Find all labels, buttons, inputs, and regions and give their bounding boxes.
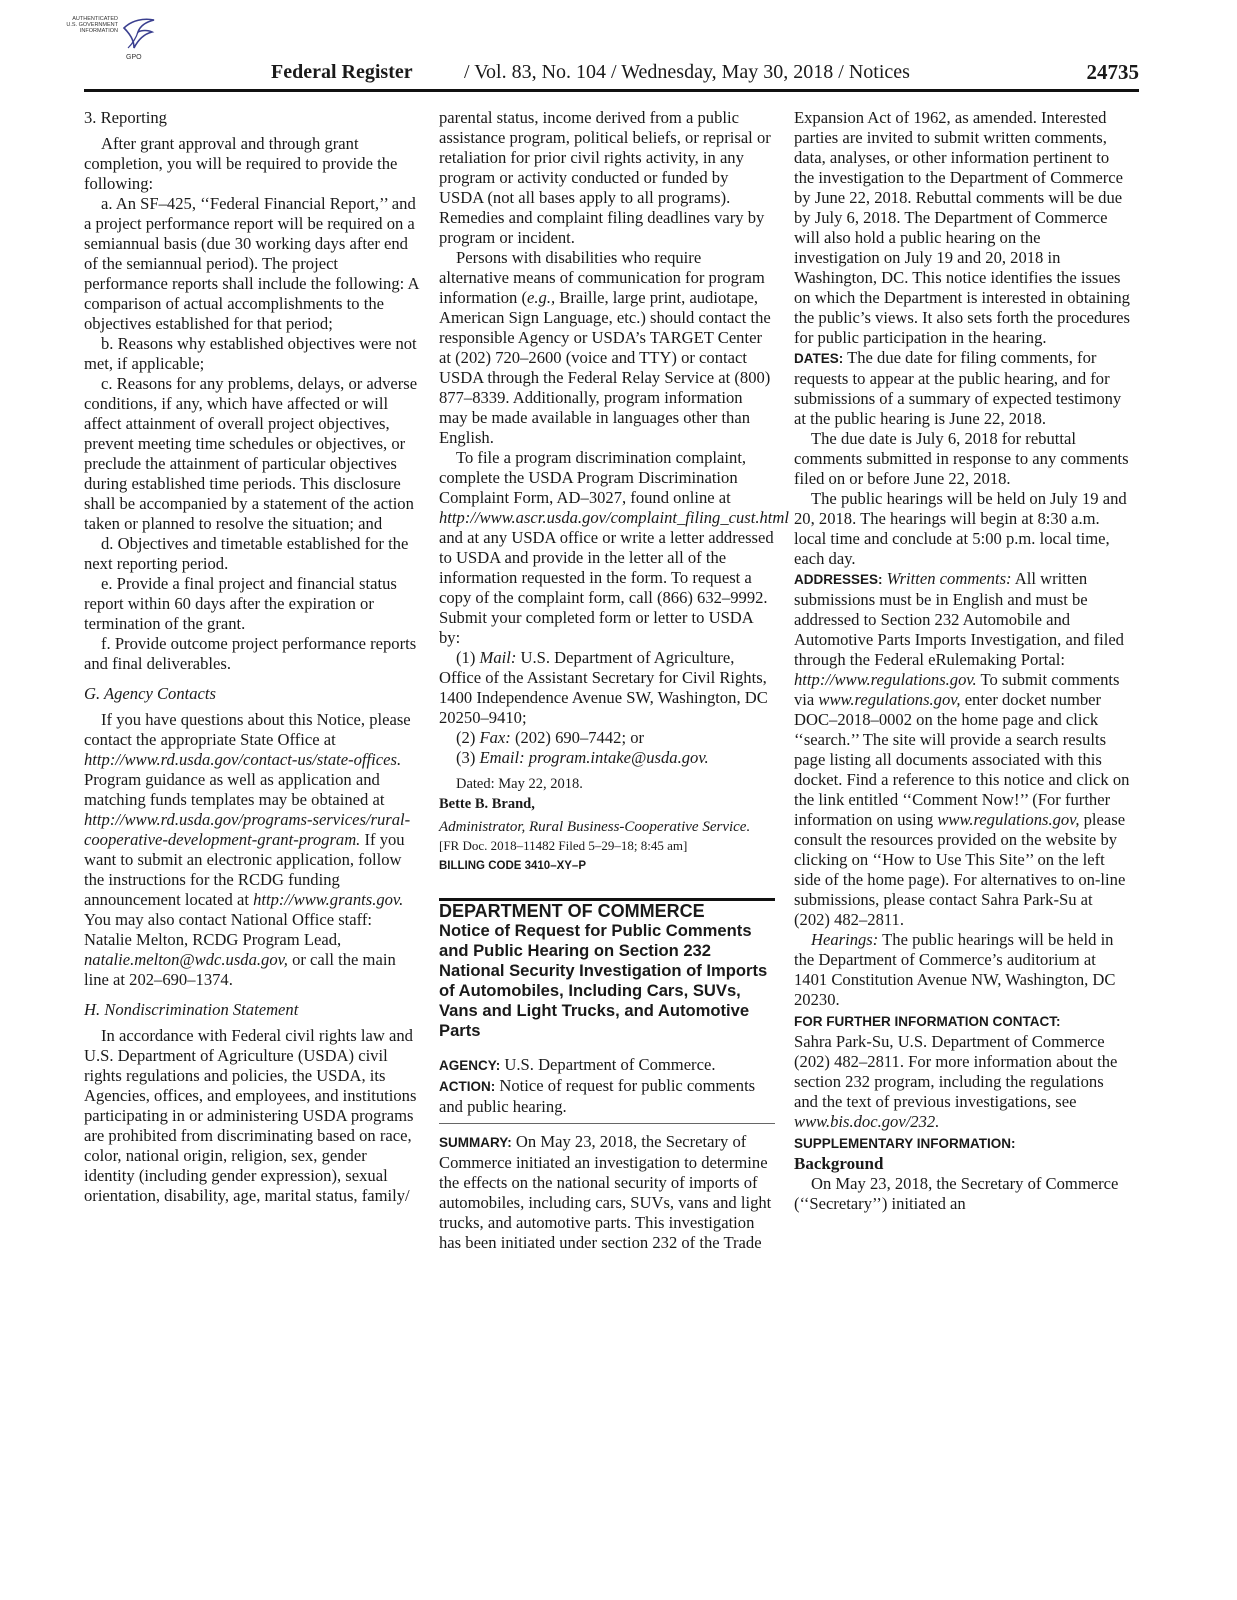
page-number: 24735 <box>1086 60 1139 84</box>
link-regulations-gov[interactable]: http://www.regulations.gov. <box>794 670 977 689</box>
logo-text-line: INFORMATION <box>79 28 118 34</box>
column-2 <box>439 108 790 1253</box>
paragraph-agency-contacts: If you have questions about this Notice, please contact the appropriate State Office at http://www.rd.usda.gov/contact-us/state-offices. Program guidance as well as application and matching funds templates may be obtained at http://www.rd.usda.gov/programs-services/rural-cooperative-development-grant-program. If you want to submit an electronic application, follow the instructions for the RCDG funding announcement located at http://www.grants.gov. You may also contact National Office staff: Natalie Melton, RCDG Program Lead, natalie.melton@wdc.usda.gov, or call the main line at 202–690–1374. <box>84 710 411 989</box>
link-regulations-gov[interactable]: www.regulations.gov, <box>818 690 961 709</box>
paragraph: In accordance with Federal civil rights law and U.S. Department of Agriculture (USDA) civil rights regulations and policies, the USDA, its Agencies, offices, and employees, and institutions participating in or administering USDA programs are prohibited from discriminating based on race, color, national origin, religion, sex, gender identity (including gender expression), sexual orientation, disability, age, marital status, family/ <box>84 1026 417 1205</box>
agency-line: AGENCY: U.S. Department of Commerce. <box>439 1055 716 1074</box>
logo-gpo-text: GPO <box>126 54 142 61</box>
hearings-paragraph: Hearings: The public hearings will be held in the Department of Commerce’s auditorium at 1401 Constitution Avenue NW, Washington, DC 20230. <box>794 930 1116 1009</box>
link-program-intake-email[interactable]: Email: program.intake@usda.gov. <box>479 748 709 767</box>
paragraph-email: (3) Email: program.intake@usda.gov. <box>456 748 709 767</box>
link-regulations-gov[interactable]: www.regulations.gov, <box>937 810 1080 829</box>
dates-paragraph: DATES: The due date for filing comments, for requests to appear at the public hearing, and for submissions of a summary of expected testimony at the public hearing is June 22, 2018. <box>794 348 1122 428</box>
action-line: ACTION: Notice of request for public comments and public hearing. <box>439 1076 756 1116</box>
paragraph: The public hearings will be held on July 19 and 20, 2018. The hearings will begin at 8:30 a.m. local time and conclude at 5:00 p.m. local time, each day. <box>794 489 1127 568</box>
column-1 <box>84 108 420 1206</box>
link-grants-gov[interactable]: http://www.grants.gov. <box>253 890 404 909</box>
billing-code: BILLING CODE 3410–XY–P <box>439 860 586 872</box>
supplementary-label: SUPPLEMENTARY INFORMATION: <box>794 1136 1016 1151</box>
link-state-offices[interactable]: http://www.rd.usda.gov/contact-us/state-offices. <box>84 750 402 769</box>
paragraph: d. Objectives and timetable established for the next reporting period. <box>84 534 409 573</box>
link-rcdg-program[interactable]: http://www.rd.usda.gov/programs-services/rural-cooperative-development-grant-program. <box>84 810 411 849</box>
logo-text-line: U.S. GOVERNMENT <box>66 22 118 28</box>
paragraph: Expansion Act of 1962, as amended. Interested parties are invited to submit written comments, data, analyses, or other information pertinent to the investigation to the Department of Commerce by June 22, 2018. Rebuttal comments will be due by July 6, 2018. The Department of Commerce will also hold a public hearing on the investigation on July 19 and 20, 2018 in Washington, DC. This notice identifies the issues on which the Department is interested in obtaining the public’s views. It also sets forth the procedures for public participation in the hearing. <box>794 108 1130 347</box>
paragraph-file-complaint: To file a program discrimination complaint, complete the USDA Program Discrimination Complaint Form, AD–3027, found online at http://www.ascr.usda.gov/complaint_filing_cust.html and at any USDA office or write a letter addressed to USDA and provide in the letter all of the information requested in the form. To request a copy of the complaint form, call (866) 632–9992. Submit your completed form or letter to USDA by: <box>439 448 790 647</box>
paragraph: e. Provide a final project and financial status report within 60 days after the expiration or termination of the grant. <box>84 574 397 633</box>
paragraph: a. An SF–425, ‘‘Federal Financial Report,’’ and a project performance report will be required on a semiannual basis (due 30 working days after end of the semiannual period). The project performance reports shall include the following: A comparison of actual accomplishments to the objectives established for that period; <box>84 194 419 333</box>
paragraph: b. Reasons why established objectives were not met, if applicable; <box>84 334 417 373</box>
link-complaint-filing[interactable]: http://www.ascr.usda.gov/complaint_filing_cust.html <box>439 508 790 527</box>
eagle-icon <box>120 14 160 54</box>
paragraph: parental status, income derived from a public assistance program, political beliefs, or reprisal or retaliation for prior civil rights activity, in any program or activity conducted or funded by USDA (not all bases apply to all programs). Remedies and complaint filing deadlines vary by program or incident. <box>439 108 771 247</box>
paragraph-disabilities: Persons with disabilities who require alternative means of communication for program information (e.g., Braille, large print, audiotape, American Sign Language, etc.) should contact the responsible Agency or USDA’s TARGET Center at (202) 720–2600 (voice and TTY) or contact USDA through the Federal Relay Service at (800) 877–8339. Additionally, program information may be made available in languages other than English. <box>439 248 771 447</box>
link-bis-232[interactable]: www.bis.doc.gov/232. <box>794 1112 940 1131</box>
paragraph: c. Reasons for any problems, delays, or adverse conditions, if any, which have affected or will affect attainment of overall project objectives, prevent meeting time schedules or objectives, or preclude the attainment of particular objectives during established time periods. This disclosure shall be accompanied by a statement of the action taken or planned to resolve the situation; and <box>84 374 418 533</box>
summary-paragraph: SUMMARY: On May 23, 2018, the Secretary of Commerce initiated an investigation to determine the effects on the national security of imports of automobiles, including cars, SUVs, vans and light trucks, and automotive parts. This investigation has been initiated under section 232 of the Trade <box>439 1132 772 1252</box>
gpo-authentication-logo <box>60 14 164 60</box>
fr-doc-line: [FR Doc. 2018–11482 Filed 5–29–18; 8:45 am] <box>439 838 688 853</box>
page-header <box>84 58 1139 88</box>
signer-name: Bette B. Brand, <box>439 796 535 812</box>
background-heading: Background <box>794 1154 884 1173</box>
publication-name: Federal Register <box>271 61 413 83</box>
signer-title: Administrator, Rural Business-Cooperative Service. <box>439 819 751 835</box>
divider <box>439 1123 775 1124</box>
department-heading: DEPARTMENT OF COMMERCE <box>439 901 705 921</box>
notice-title: Notice of Request for Public Comments and Public Hearing on Section 232 National Security Investigation of Imports of Automobiles, Including Cars, SUVs, Vans and Light Trucks, and Automotive Parts <box>439 921 768 1040</box>
paragraph: After grant approval and through grant completion, you will be required to provide the following: <box>84 134 398 193</box>
addresses-paragraph: ADDRESSES: Written comments: All written submissions must be in English and must be addressed to Section 232 Automobile and Automotive Parts Imports Investigation, and filed through the Federal eRulemaking Portal: http://www.regulations.gov. To submit comments via www.regulations.gov, enter docket number DOC–2018–0002 on the home page and click ‘‘search.’’ The site will provide a search results page listing all documents associated with this docket. Find a reference to this notice and click on the link entitled ‘‘Comment Now!’’ (For further information on using www.regulations.gov, please consult the resources provided on the website by clicking on ‘‘How to Use This Site’’ on the left side of the home page). For alternatives to on-line submissions, please contact Sahra Park-Su at (202) 482–2811. <box>794 569 1130 929</box>
column-3 <box>794 108 1130 1214</box>
ffic-paragraph: Sahra Park-Su, U.S. Department of Commerce (202) 482–2811. For more information about the section 232 program, including the regulations and the text of previous investigations, see www.bis.doc.gov/232. <box>794 1032 1118 1131</box>
issue-details: / Vol. 83, No. 104 / Wednesday, May 30, 2018 / Notices <box>464 61 910 83</box>
section-heading-reporting: 3. Reporting <box>84 108 167 127</box>
heading-agency-contacts: G. Agency Contacts <box>84 684 216 703</box>
paragraph-mail: (1) Mail: U.S. Department of Agriculture, Office of the Assistant Secretary for Civil Rights, 1400 Independence Avenue SW, Washington, DC 20250–9410; <box>439 648 768 727</box>
logo-text-line: AUTHENTICATED <box>72 16 118 22</box>
heading-nondiscrimination: H. Nondiscrimination Statement <box>84 1000 299 1019</box>
header-rule <box>84 89 1139 92</box>
paragraph: The due date is July 6, 2018 for rebuttal comments submitted in response to any comments filed on or before June 22, 2018. <box>794 429 1129 488</box>
link-email-melton[interactable]: natalie.melton@wdc.usda.gov, <box>84 950 288 969</box>
ffic-label: FOR FURTHER INFORMATION CONTACT: <box>794 1014 1061 1029</box>
dated-line: Dated: May 22, 2018. <box>456 776 583 792</box>
paragraph: f. Provide outcome project performance reports and final deliverables. <box>84 634 417 673</box>
paragraph: On May 23, 2018, the Secretary of Commerce (‘‘Secretary’’) initiated an <box>794 1174 1119 1213</box>
paragraph-fax: (2) Fax: (202) 690–7442; or <box>456 728 645 747</box>
